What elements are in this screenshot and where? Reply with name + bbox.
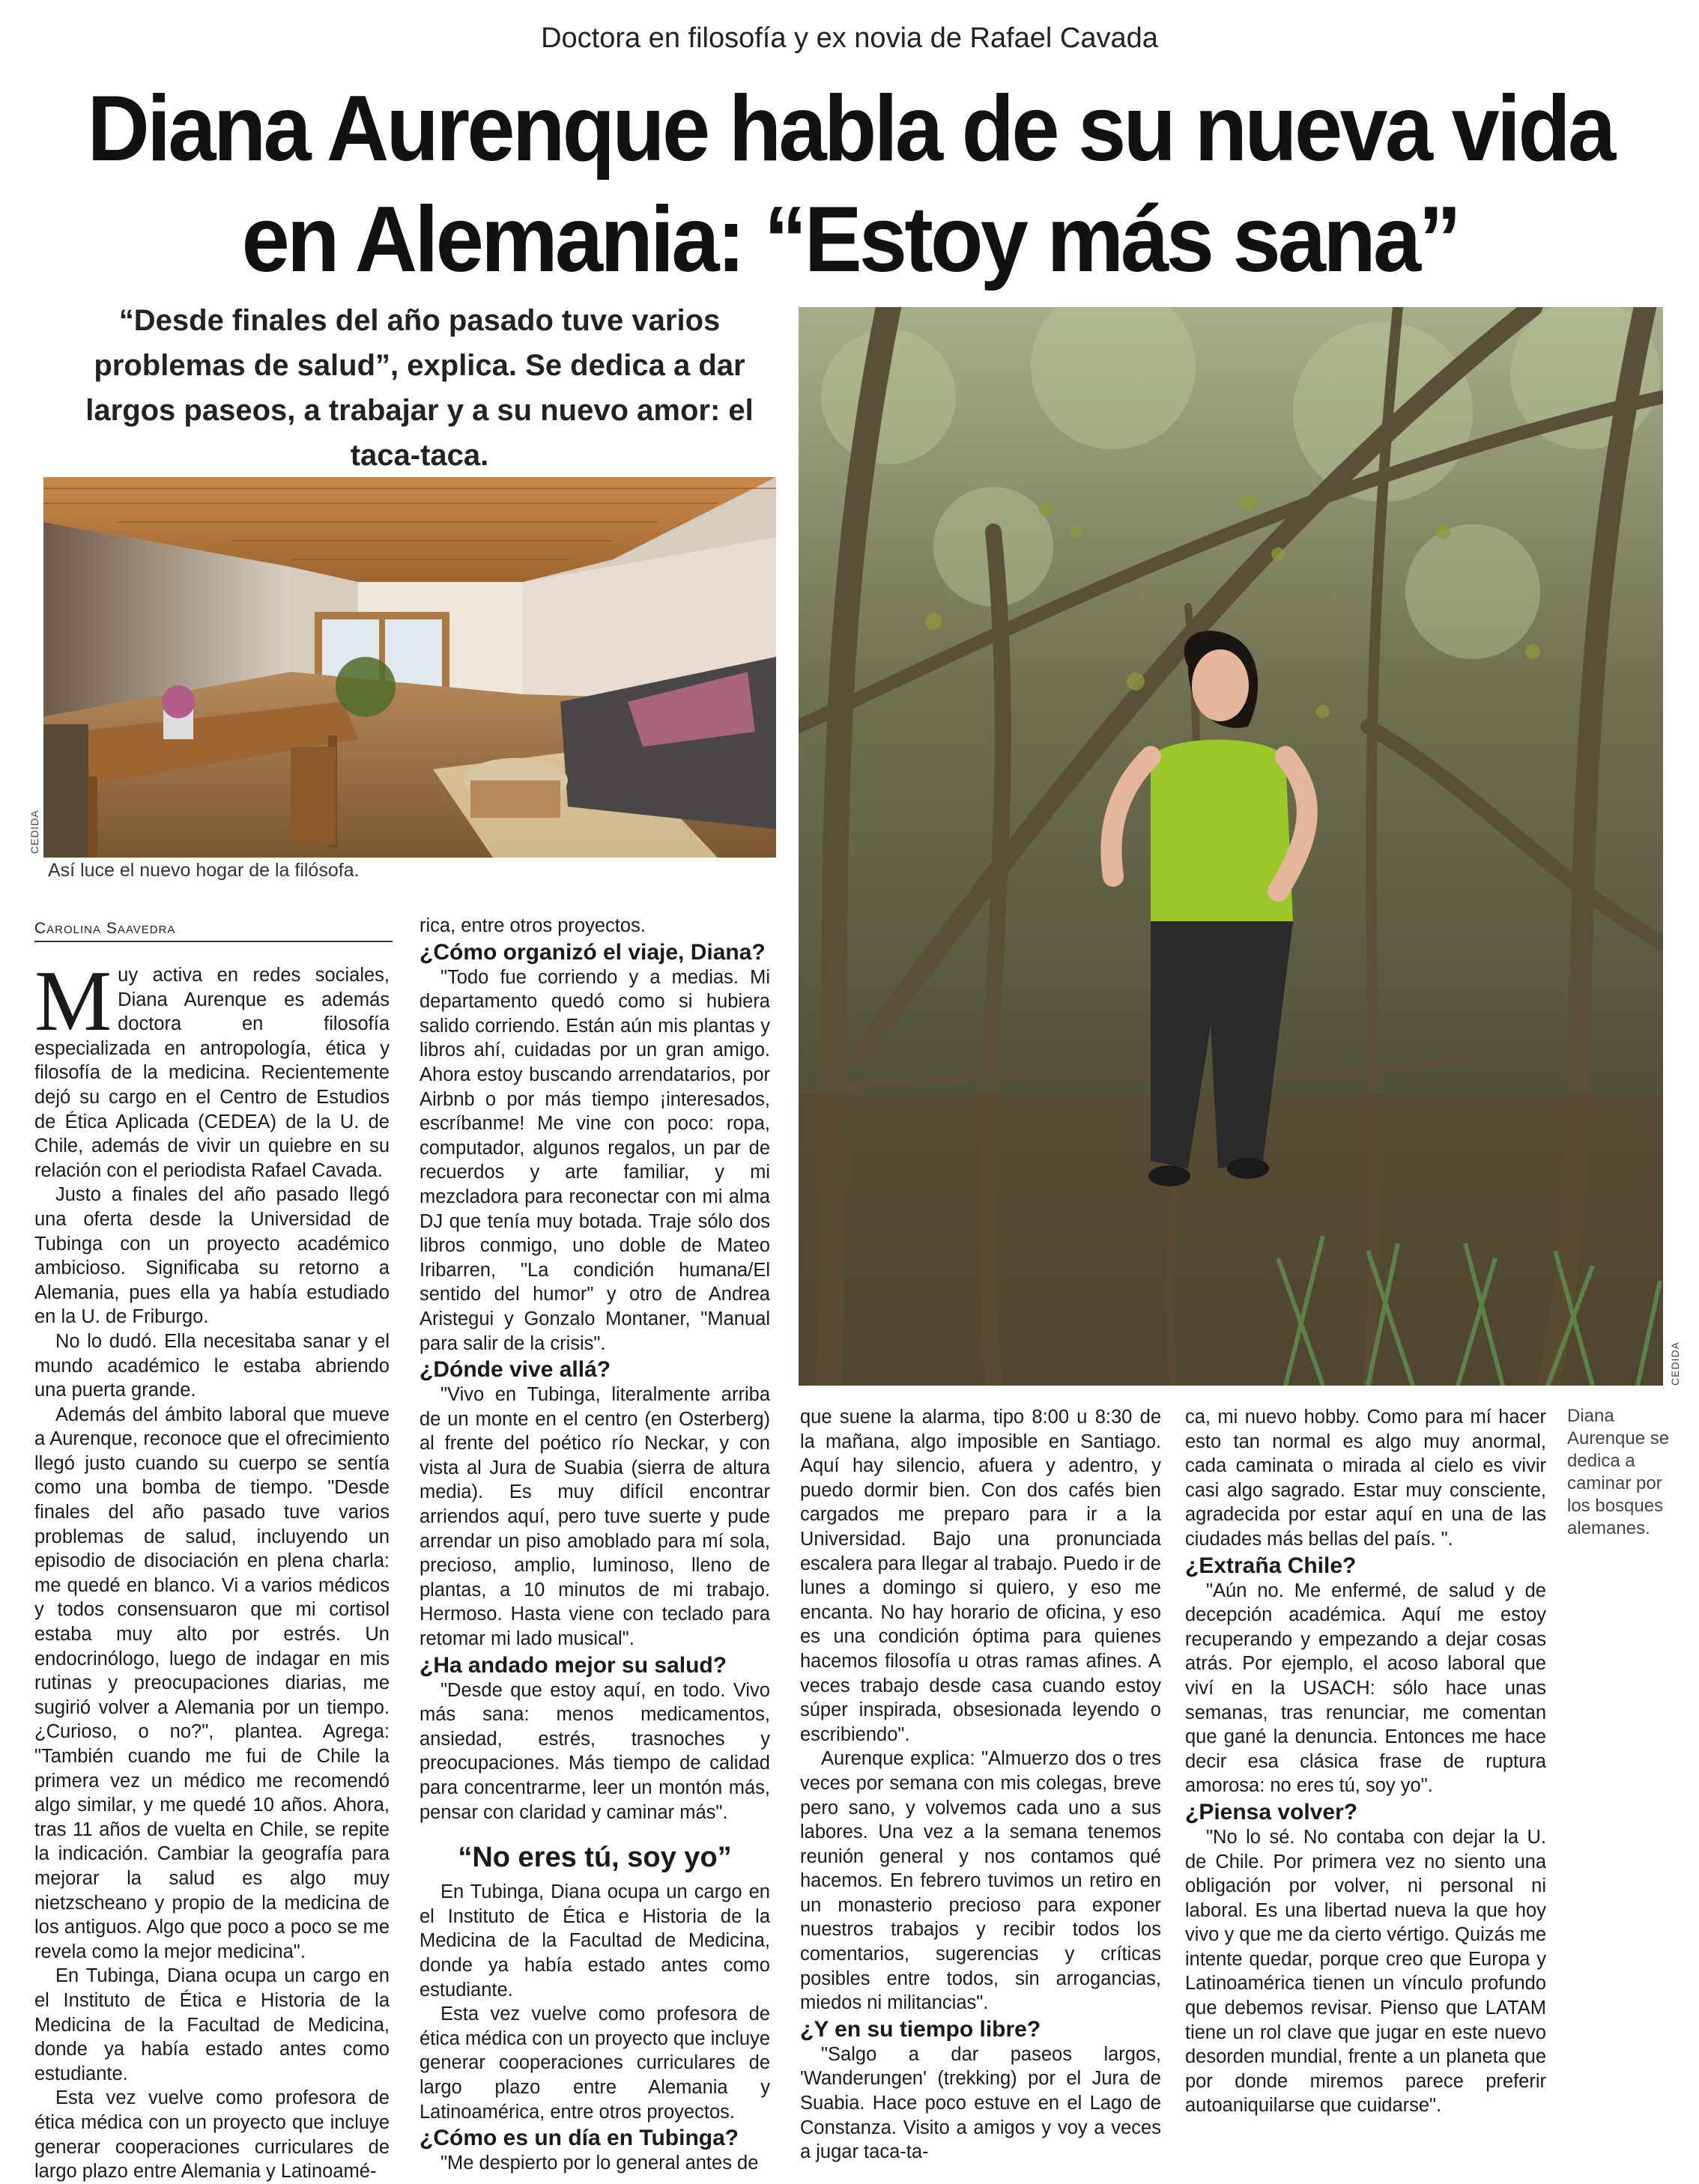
answer: "Todo fue corriendo y a medias. Mi departamento quedó como si hubiera salido corriendo. Están aún mis plantas y libros ahí, cuidadas por un gran amigo. Ahora estoy buscando arrendatarios, por Airbnb o por más tiempo ¡interesados, escríbanme! Me vine con poco: ropa, computador, algunos regalos, un par de recuerdos y arte familiar, y mi mezcladora para reconectar con mi alma DJ que tenía muy botada. Traje sólo dos libros conmigo, uno doble de Mateo Iribarren, "La condición humana/El sentido del humor" y otro de Andrea Aristegui y Gonzalo Montaner, "Manual para salir de la crisis". — [420, 966, 770, 1354]
dropcap: M — [34, 953, 112, 1049]
photo1-credit: CEDIDA — [28, 810, 40, 854]
question: ¿Y en su tiempo libre? — [800, 2016, 1041, 2042]
paragraph: En Tubinga, Diana ocupa un cargo en el Instituto de Ética e Historia de la Medicina de la Facultad de Medicina, donde ya había estado antes como estudiante. — [420, 1881, 770, 2001]
paragraph: No lo dudó. Ella necesitaba sanar y el mundo académico le estaba abriendo una puerta grande. — [34, 1330, 390, 1401]
question: ¿Cómo organizó el viaje, Diana? — [420, 939, 766, 965]
paragraph: Esta vez vuelve como profesora de ética médica con un proyecto que incluye generar cooperaciones curriculares de largo plazo entre Alemania y Latinoamérica, entre otros proyectos. — [420, 2003, 770, 2123]
paragraph: Además del ámbito laboral que mueve a Aurenque, reconoce que el ofrecimiento llegó justo cuando su cuerpo se sentía como una bomba de tiempo. "Desde finales del año pasado tuve varios problemas de salud, incluyendo un episodio de disociación en plena charla: me quedé en blanco. Vi a varios médicos y todos consensuaron que mi cortisol estaba muy alto por estrés. Un endocrinólogo, luego de indagar en mis rutinas y preocupaciones diarias, me sugirió volver a Alemania por un tiempo. ¿Curioso, o no?", plantea. Agrega: "También cuando me fui de Chile la primera vez un médico me recomendó algo similar, y me quedé 10 años. Ahora, tras 11 años de vuelta en Chile, se repite la indicación. Cambiar la geografía para mejorar la salud es algo muy nietzscheano y propio de la medicina de los antiguos. Algo que poco a poco se me revela como la mejor medicina". — [34, 1404, 390, 1962]
question: ¿Piensa volver? — [1185, 1799, 1358, 1824]
question: ¿Cómo es un día en Tubinga? — [420, 2126, 739, 2151]
paragraph: En Tubinga, Diana ocupa un cargo en el Instituto de Ética e Historia de la Medicina de la Facultad de Medicina, donde ya había estado antes como estudiante. — [34, 1965, 390, 2084]
headline-line-2: en Alemania: “Estoy más sana” — [241, 188, 1459, 291]
answer: "Aún no. Me enfermé, de salud y de decepción académica. Aquí me estoy recuperando y empezando a dejar cosas atrás. Por ejemplo, el acoso laboral que viví en la USACH: sólo hace unas semanas, tras renunciar, me comentan que gané la denuncia. Entonces me hace decir esa clásica frase de ruptura amorosa: no eres tú, soy yo". — [1185, 1580, 1546, 1797]
photo1-caption: Así luce el nuevo hogar de la filósofa. — [48, 860, 360, 881]
paragraph: Esta vez vuelve como profesora de ética médica con un proyecto que incluye generar cooperaciones curriculares de largo plazo entre Alemania y Latinoamé- — [34, 2087, 390, 2183]
apartment-photo — [43, 477, 776, 858]
byline-rule — [34, 941, 393, 942]
byline: Carolina Saavedra — [34, 920, 176, 937]
paragraph-text: uy activa en redes sociales, Diana Aurenque es además doctora en filosofía especializada en antropología, ética y filosofía de la medicina. Recientemente dejó su cargo en el Centro de Estudios de Ética Aplicada (CEDEA) de la U. de Chile, además de vivir un quiebre en su relación con el periodista Rafael Cavada. — [34, 965, 390, 1181]
answer: "Salgo a dar paseos largos, 'Wanderungen' (trekking) por el Jura de Suabia. Hace poco estuve en el Lago de Constanza. Visito a amigos y voy a veces a jugar taca-ta- — [800, 2043, 1161, 2163]
column-3 — [800, 1405, 1161, 2165]
photo2-caption: Diana Aurenque se dedica a caminar por los bosques alemanes. — [1567, 1406, 1670, 1538]
question: ¿Extraña Chile? — [1185, 1553, 1357, 1578]
kicker: Doctora en filosofía y ex novia de Rafael Cavada — [541, 22, 1158, 54]
column-2 — [420, 914, 770, 2176]
answer: "Vivo en Tubinga, literalmente arriba de un monte en el centro (en Osterberg) al frente del poético río Neckar, y con vista al Jura de Suabia (sierra de altura media). Es muy difícil encontrar arriendos aquí, pero tuve suerte y pude arrendar un piso amoblado para mí sola, precioso, amplio, luminoso, lleno de plantas, a 10 minutos de mi trabajo. Hermoso. Hasta viene con teclado para retomar mi lado musical". — [420, 1384, 770, 1650]
column-1 — [34, 953, 390, 2184]
answer-continued: ca, mi nuevo hobby. Como para mí hacer esto tan normal es algo muy anormal, cada caminata o mirada al cielo es vivir casi algo sagrado. Estar muy consciente, agradecida por estar aquí en una de las ciudades más bellas del país. ". — [1185, 1407, 1546, 1550]
forest-illustration — [799, 307, 1663, 1386]
column-4 — [1185, 1405, 1546, 2118]
paragraph: Justo a finales del año pasado llegó una oferta desde la Universidad de Tubinga con un proyecto académico ambicioso. Significaba su retorno a Alemania, pues ella ya había estudiado en la U. de Friburgo. — [34, 1184, 390, 1328]
deck: “Desde finales del año pasado tuve varios problemas de salud”, explica. Se dedica a dar largos paseos, a trabajar y a su nuevo amor: el taca-taca. — [85, 304, 754, 472]
photo2-credit: CEDIDA — [1669, 1341, 1681, 1386]
forest-photo — [799, 307, 1663, 1386]
question: ¿Dónde vive allá? — [420, 1357, 611, 1383]
subhead: “No eres tú, soy yo” — [458, 1842, 732, 1874]
paragraph: Aurenque explica: "Almuerzo dos o tres veces por semana con mis colegas, breve pero sano, y volvemos cada uno a sus labores. Una vez a la semana tenemos reunión general y nos contamos qué hacemos. En febrero tuvimos un retiro en un monasterio precioso para exponer nuestros trabajos y recibir todos los comentarios, sugerencias y críticas posibles entre todos, sin arrogancias, miedos ni militancias". — [800, 1748, 1161, 2014]
answer: "No lo sé. No contaba con dejar la U. de Chile. Por primera vez no siento una obligación por volver, ni personal ni laboral. Es una libertad nueva la que hoy vivo y que me da cierto vértigo. Quizás me intente quedar, porque creo que Europa y Latinoamérica tienen un vínculo profundo que debemos revisar. Pienso que LATAM tiene un rol clave que jugar en este nuevo desorden mundial, frente a un planeta que por donde miremos parece preferir autoaniquilarse que cuidarse". — [1185, 1826, 1546, 2117]
paragraph: rica, entre otros proyectos. — [420, 915, 646, 936]
apartment-illustration — [43, 477, 776, 858]
question: ¿Ha andado mejor su salud? — [420, 1652, 727, 1678]
headline-line-1: Diana Aurenque habla de su nueva vida — [87, 77, 1614, 181]
answer-continued: que suene la alarma, tipo 8:00 u 8:30 de la mañana, algo imposible en Santiago. Aquí hay silencio, afuera y adentro, y puedo dormir bien. Con dos cafés bien cargados me preparo para ir a la Universidad. Bajo una pronunciada escalera para llegar al trabajo. Puedo ir de lunes a domingo si quiero, y eso me encanta. No hay horario de oficina, y eso es una condición óptima para quienes hacemos filosofía u otras ramas afines. A veces trabajo desde casa cuando estoy súper inspirada, obsesionada leyendo o escribiendo". — [800, 1407, 1161, 1745]
headline — [80, 73, 1620, 295]
paragraph — [34, 953, 390, 1183]
answer: "Me despierto por lo general antes de — [440, 2153, 759, 2174]
answer: "Desde que estoy aquí, en todo. Vivo más sana: menos medicamentos, ansiedad, estrés, trasnoches y preocupaciones. Más tiempo de calidad para concentrarme, leer un montón más, pensar con claridad y caminar más". — [420, 1679, 770, 1823]
